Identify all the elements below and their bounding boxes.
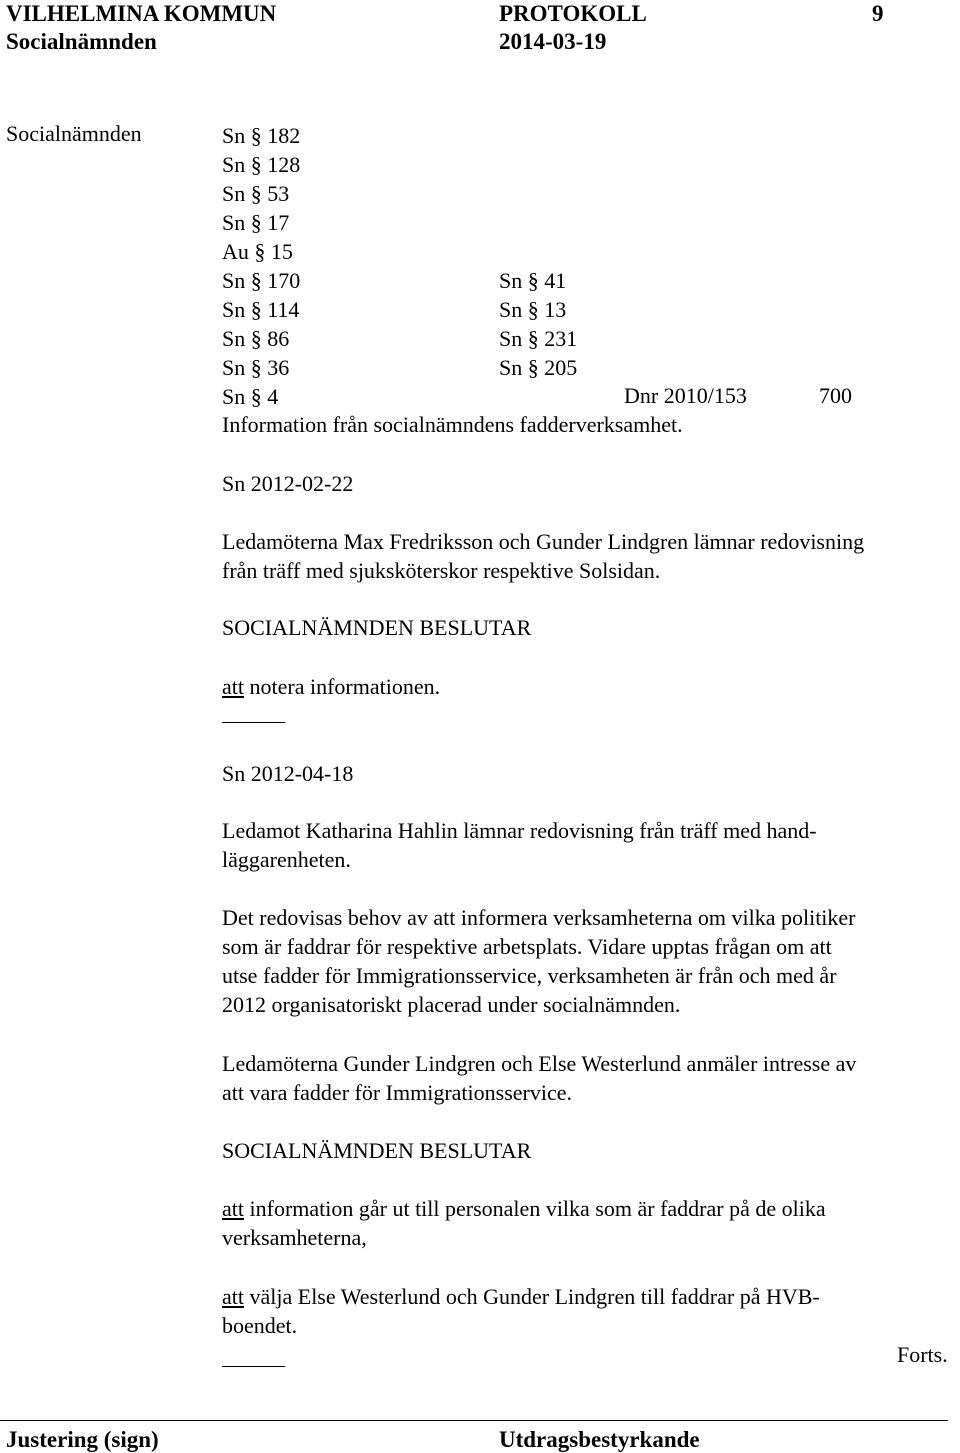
section1-heading: Sn 2012-02-22 — [222, 471, 354, 496]
reference-item: Sn § 41 — [499, 268, 567, 293]
footer-justering: Justering (sign) — [6, 1427, 159, 1452]
reference-item: Sn § 13 — [499, 297, 567, 322]
reference-item: Sn § 182 — [222, 123, 301, 148]
section-divider — [222, 722, 285, 723]
document-title: Information från socialnämndens fadderverksamhet. — [222, 412, 683, 437]
section2-para2-line4: 2012 organisatoriskt placerad under socialnämnden. — [222, 992, 681, 1017]
references-label: Socialnämnden — [6, 121, 142, 146]
section2-para2-line3: utse fadder för Immigrationsservice, verksamheten är från och med år — [222, 963, 837, 988]
section2-para1-line2: läggarenheten. — [222, 847, 351, 872]
dnr-number: Dnr 2010/153 — [624, 383, 747, 408]
att-keyword: att — [222, 674, 244, 699]
municipality-name: VILHELMINA KOMMUN — [6, 1, 277, 26]
section1-para-line1: Ledamöterna Max Fredriksson och Gunder Lindgren lämnar redovisning — [222, 529, 865, 554]
footer-rule — [0, 1420, 948, 1421]
att-keyword: att — [222, 1196, 244, 1221]
page-number: 9 — [872, 1, 884, 26]
reference-item: Sn § 17 — [222, 210, 290, 235]
decision-text: välja Else Westerlund och Gunder Lindgren till faddrar på HVB- — [244, 1284, 820, 1309]
section2-decision1-line1 — [222, 1198, 826, 1220]
section2-para2-line1: Det redovisas behov av att informera verksamheterna om vilka politiker — [222, 905, 856, 930]
reference-item: Sn § 86 — [222, 326, 290, 351]
att-keyword: att — [222, 1284, 244, 1309]
section2-decision-heading: SOCIALNÄMNDEN BESLUTAR — [222, 1138, 532, 1163]
section2-para3-line2: att vara fadder för Immigrationsservice. — [222, 1080, 573, 1105]
decision-text: notera informationen. — [244, 674, 441, 699]
reference-item: Sn § 205 — [499, 355, 578, 380]
reference-item: Sn § 114 — [222, 297, 300, 322]
section2-para3-line1: Ledamöterna Gunder Lindgren och Else Westerlund anmäler intresse av — [222, 1051, 857, 1076]
reference-item: Sn § 231 — [499, 326, 578, 351]
reference-item: Sn § 170 — [222, 268, 301, 293]
reference-item: Sn § 128 — [222, 152, 301, 177]
document-type: PROTOKOLL — [499, 1, 647, 26]
section1-para-line2: från träff med sjuksköterskor respektive Solsidan. — [222, 558, 661, 583]
section1-decision-heading: SOCIALNÄMNDEN BESLUTAR — [222, 615, 532, 640]
footer-utdrag: Utdragsbestyrkande — [499, 1427, 700, 1452]
section2-decision2-line1 — [222, 1286, 820, 1308]
section-divider — [222, 1366, 285, 1367]
continued-label: Forts. — [897, 1342, 948, 1367]
section2-para2-line2: som är faddrar för respektive arbetsplats. Vidare upptas frågan om att — [222, 934, 832, 959]
section2-decision2-line2: boendet. — [222, 1313, 298, 1338]
section2-para1-line1: Ledamot Katharina Hahlin lämnar redovisning från träff med hand- — [222, 818, 817, 843]
decision-text: information går ut till personalen vilka som är faddrar på de olika — [244, 1196, 826, 1221]
reference-item: Sn § 4 — [222, 384, 279, 409]
dnr-code: 700 — [819, 383, 852, 408]
section1-decision — [222, 676, 440, 698]
reference-item: Sn § 53 — [222, 181, 290, 206]
reference-item: Au § 15 — [222, 239, 293, 264]
section2-heading: Sn 2012-04-18 — [222, 761, 354, 786]
committee-name: Socialnämnden — [6, 29, 157, 54]
meeting-date: 2014-03-19 — [499, 29, 607, 54]
reference-item: Sn § 36 — [222, 355, 290, 380]
section2-decision1-line2: verksamheterna, — [222, 1225, 367, 1250]
